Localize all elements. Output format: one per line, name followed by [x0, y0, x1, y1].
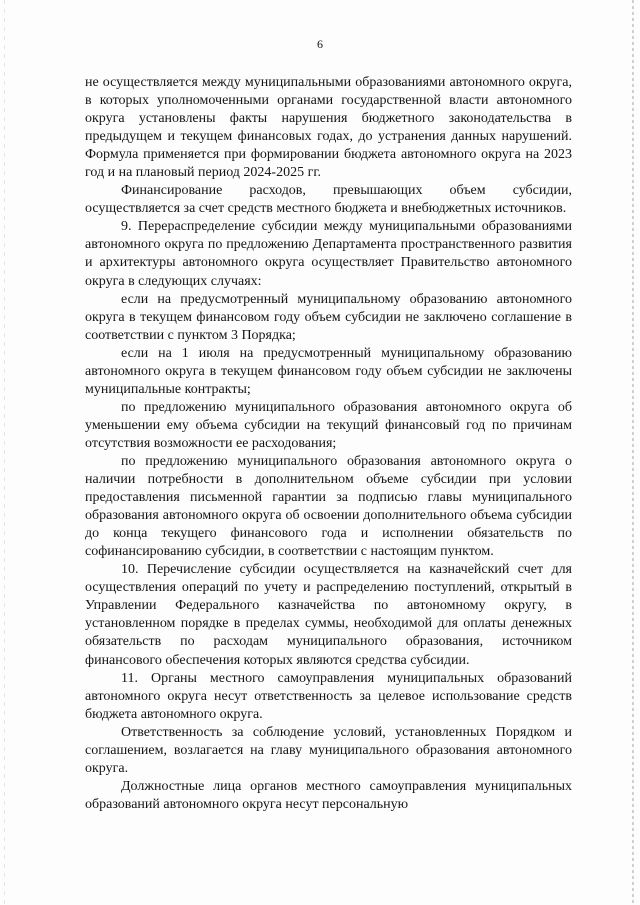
paragraph-financing: Финансирование расходов, превышающих объем субсидии, осуществляется за счет средств местного бюджета и внебюджетных источников.: [85, 183, 572, 217]
document-body: [85, 74, 572, 814]
paragraph-case-no-agreement: если на предусмотренный муниципальному образованию автономного округа в текущем финансовом году объем субсидии не заключено соглашение в соответствии с пунктом 3 Порядка;: [85, 291, 572, 343]
scan-edge-right: [632, 0, 634, 905]
paragraph-item-10: 10. Перечисление субсидии осуществляется на казначейский счет для осуществления операций по учету и распределению поступлений, открытый в Управлении Федерального казначейства по автономному округу, в установленном порядке в пределах суммы, необходимой для оплаты денежных обязательств по расходам муниципального образования, источником финансового обеспечения которых являются средства субсидии.: [85, 562, 572, 668]
paragraph-responsibility: Ответственность за соблюдение условий, установленных Порядком и соглашением, возлагается на главу муниципального образования автономного округа.: [85, 724, 572, 776]
scan-edge-left: [4, 0, 5, 905]
paragraph-item-11: 11. Органы местного самоуправления муниципальных образований автономного округа несут ответственность за целевое использование средств бюджета автономного округа.: [85, 670, 572, 722]
paragraph-officials: Должностные лица органов местного самоуправления муниципальных образований автономного округа несут персональную: [85, 778, 572, 812]
paragraph-case-reduction: по предложению муниципального образования автономного округа об уменьшении ему объема субсидии на текущий финансовый год по причинам отсутствия возможности ее расходования;: [85, 399, 572, 451]
page-number: 6: [317, 37, 323, 51]
paragraph-case-no-contracts: если на 1 июля на предусмотренный муниципальному образованию автономного округа в текущем финансовом году объем субсидии не заключены муниципальные контракты;: [85, 345, 572, 397]
paragraph-case-additional: по предложению муниципального образования автономного округа о наличии потребности в дополнительном объеме субсидии при условии предоставления письменной гарантии за подписью главы муниципального образования автономного округа об освоении дополнительного объема субсидии до конца текущего финансового года и исполнении обязательств по софинансированию субсидии, в соответствии с настоящим пунктом.: [85, 453, 572, 560]
paragraph-formula-continuation: не осуществляется между муниципальными образованиями автономного округа, в которых уполномоченными органами государственной власти автономного округа установлены факты нарушения бюджетного законодательства в предыдущем и текущем финансовых годах, до устранения данных нарушений. Формула применяется при формировании бюджета автономного округа на 2023 год и на плановый период 2024-2025 гг.: [85, 75, 572, 181]
paragraph-item-9: 9. Перераспределение субсидии между муниципальными образованиями автономного округа по предложению Департамента пространственного развития и архитектуры автономного округа осуществляет Правительство автономного округа в следующих случаях:: [85, 219, 572, 289]
